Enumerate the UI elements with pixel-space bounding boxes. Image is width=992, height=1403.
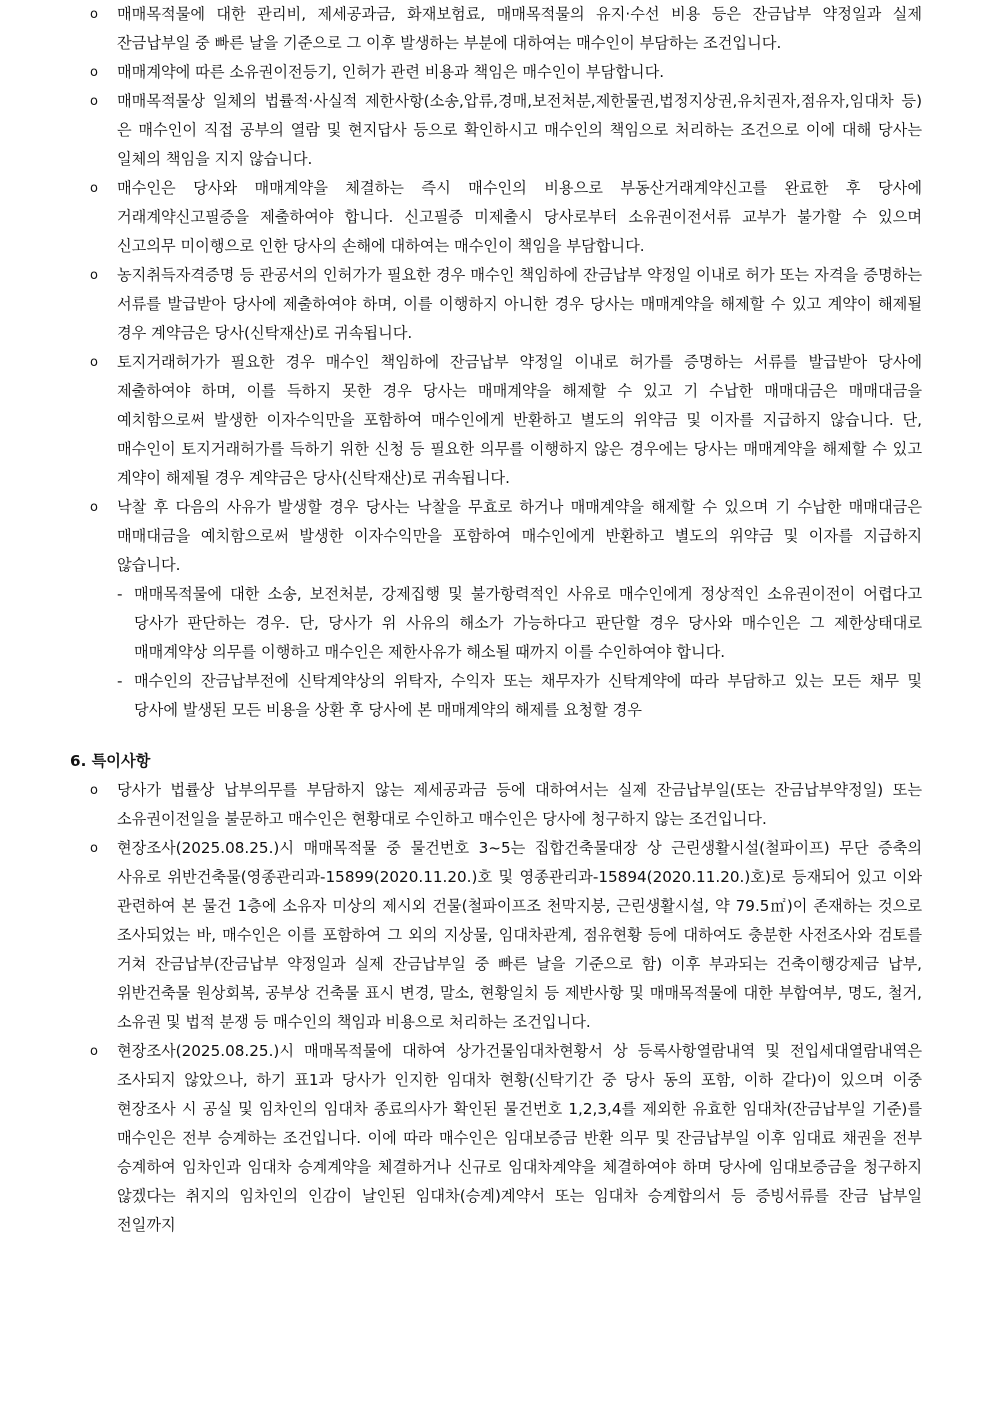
bullet-icon: o [90, 181, 98, 196]
item-text: 매매계약에 따른 소유권이전등기, 인허가 관련 비용과 책임은 매수인이 부담합니다. [117, 63, 665, 81]
item-text: 현장조사(2025.08.25.)시 매매목적물 중 물건번호 3~5는 집합건축물대장 상 근린생활시설(철파이프) 무단 증축의 사유로 위반건축물(영종관리과-15899(2020.11.20.)호 및 영종관리과-15894(2020.11.20.)호)로 등재되어 있고 이와 관련하여 본 물건 1층에 소유자 미상의 제시외 건물(철파이프조 천막지붕, 근린생활시설, 약 79.5㎡)이 존재하는 것으로 조사되었는 바, 매수인은 이를 포함하여 그 외의 지상물, 임대차관계, 점유현황 등에 대하여도 충분한 사전조사와 검토를 거쳐 잔금납부(잔금납부 약정일과 실제 잔금납부일 중 빠른 날을 기준으로 함) 이후 부과되는 건축이행강제금 납부, 위반건축물 원상회복, 공부상 건축물 표시 변경, 말소, 현황일치 등 제반사항 및 매매목적물에 대한 부합여부, 명도, 철거, 소유권 및 법적 분쟁 등 매수인의 책임과 비용으로 처리하는 조건입니다. [117, 839, 922, 1031]
item-text: 당사가 법률상 납부의무를 부담하지 않는 제세공과금 등에 대하여서는 실제 잔금납부일(또는 잔금납부약정일) 또는 소유권이전일을 불문하고 매수인은 현황대로 수인하고 매수인은 당사에 청구하지 않는 조건입니다. [117, 781, 922, 828]
item-text: 농지취득자격증명 등 관공서의 인허가가 필요한 경우 매수인 책임하에 잔금납부 약정일 이내로 허가 또는 자격을 증명하는 서류를 발급받아 당사에 제출하여야 하며, 이를 이행하지 아니한 경우 당사는 매매계약을 해제할 수 있고 계약이 해제될 경우 계약금은 당사(신탁재산)로 귀속됩니다. [117, 266, 922, 342]
dash-icon: - [117, 672, 123, 690]
item-text: 토지거래허가가 필요한 경우 매수인 책임하에 잔금납부 약정일 이내로 허가를 증명하는 서류를 발급받아 당사에 제출하여야 하며, 이를 득하지 못한 경우 당사는 매매계약을 해제할 수 있고 기 수납한 매매대금은 매매대금을 예치함으로써 발생한 이자수익만을 포함하여 매수인에게 반환하고 별도의 위약금 및 이자를 지급하지 않습니다. 단, 매수인이 토지거래허가를 득하기 위한 신청 등 필요한 의무를 이행하지 않은 경우에는 당사는 매매계약을 해제할 수 있고 계약이 해제될 경우 계약금은 당사(신탁재산)로 귀속됩니다. [117, 353, 922, 487]
bullet-icon: o [90, 783, 98, 798]
sub-list [70, 580, 922, 725]
section-heading: 6. 특이사항 [70, 752, 151, 770]
list-item [70, 58, 922, 87]
sub-item [70, 580, 922, 667]
list-item [70, 834, 922, 1037]
dash-icon: - [117, 585, 123, 603]
list-item [70, 493, 922, 580]
sub-item-text: 매매목적물에 대한 소송, 보전처분, 강제집행 및 불가항력적인 사유로 매수인에게 정상적인 소유권이전이 어렵다고 당사가 판단하는 경우. 단, 당사가 위 사유의 해소가 가능하다고 판단할 경우 당사와 매수인은 그 제한상태대로 매매계약상 의무를 이행하고 매수인은 제한사유가 해소될 때까지 이를 수인하여야 합니다. [134, 585, 922, 661]
list-item [70, 776, 922, 834]
item-text: 매수인은 당사와 매매계약을 체결하는 즉시 매수인의 비용으로 부동산거래계약신고를 완료한 후 당사에 거래계약신고필증을 제출하여야 합니다. 신고필증 미제출시 당사로부터 소유권이전서류 교부가 불가할 수 있으며 신고의무 미이행으로 인한 당사의 손해에 대하여는 매수인이 책임을 부담합니다. [117, 179, 922, 255]
list-item [70, 261, 922, 348]
special-terms-list [70, 776, 922, 1240]
item-text: 매매목적물에 대한 관리비, 제세공과금, 화재보험료, 매매목적물의 유지·수선 비용 등은 잔금납부 약정일과 실제 잔금납부일 중 빠른 날을 기준으로 그 이후 발생하는 부분에 대하여는 매수인이 부담하는 조건입니다. [117, 5, 922, 52]
list-item [70, 174, 922, 261]
bullet-icon: o [90, 1044, 98, 1059]
list-item [70, 348, 922, 493]
bullet-icon: o [90, 355, 98, 370]
item-text: 낙찰 후 다음의 사유가 발생할 경우 당사는 낙찰을 무효로 하거나 매매계약을 해제할 수 있으며 기 수납한 매매대금은 매매대금을 예치함으로써 발생한 이자수익만을 포함하여 매수인에게 반환하고 별도의 위약금 및 이자를 지급하지 않습니다. [117, 498, 922, 574]
list-item [70, 87, 922, 174]
terms-list [70, 0, 922, 580]
list-item [70, 1037, 922, 1240]
list-item [70, 0, 922, 58]
bullet-icon: o [90, 268, 98, 283]
item-text: 현장조사(2025.08.25.)시 매매목적물에 대하여 상가건물임대차현황서 상 등록사항열람내역 및 전입세대열람내역은 조사되지 않았으나, 하기 표1과 당사가 인지한 임대차 현황(신탁기간 중 당사 동의 포함, 이하 같다)이 있으며 이중 현장조사 시 공실 및 임차인의 임대차 종료의사가 확인된 물건번호 1,2,3,4를 제외한 유효한 임대차(잔금납부일 기준)를 매수인은 전부 승계하는 조건입니다. 이에 따라 매수인은 임대보증금 반환 의무 및 잔금납부일 이후 임대료 채권을 전부 승계하여 임차인과 임대차 승계계약을 체결하거나 신규로 임대차계약을 체결하여야 하며 당사에 임대보증금을 청구하지 않겠다는 취지의 임차인의 인감이 날인된 임대차(승계)계약서 또는 임대차 승계합의서 등 증빙서류를 잔금 납부일 전일까지 [117, 1042, 922, 1234]
bullet-icon: o [90, 500, 98, 515]
item-text: 매매목적물상 일체의 법률적·사실적 제한사항(소송,압류,경매,보전처분,제한물권,법정지상권,유치권자,점유자,임대차 등)은 매수인이 직접 공부의 열람 및 현지답사 등으로 확인하시고 매수인의 책임으로 처리하는 조건으로 이에 대해 당사는 일체의 책임을 지지 않습니다. [117, 92, 922, 168]
bullet-icon: o [90, 65, 98, 80]
sub-item [70, 667, 922, 725]
bullet-icon: o [90, 841, 98, 856]
bullet-icon: o [90, 94, 98, 109]
bullet-icon: o [90, 7, 98, 22]
sub-item-text: 매수인의 잔금납부전에 신탁계약상의 위탁자, 수익자 또는 채무자가 신탁계약에 따라 부담하고 있는 모든 채무 및 당사에 발생된 모든 비용을 상환 후 당사에 본 매매계약의 해제를 요청할 경우 [134, 672, 922, 719]
